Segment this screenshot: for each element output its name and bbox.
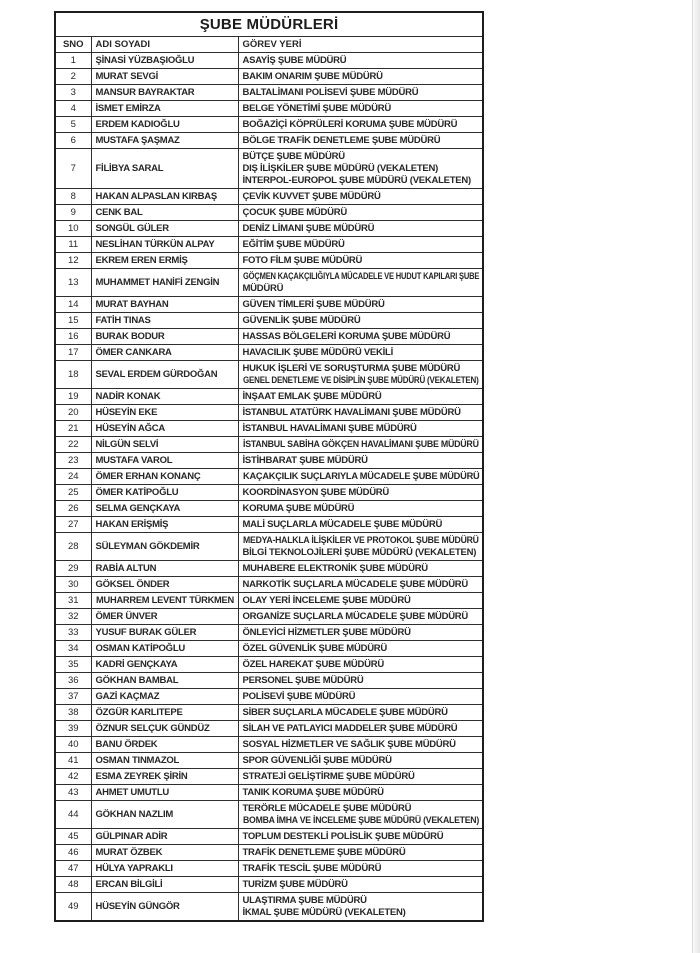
table-row [55,189,483,205]
table-row [55,641,483,657]
row-name: CENK BAL [91,205,238,221]
table-row [55,801,483,829]
row-name: MUHARREM LEVENT TÜRKMEN [91,593,238,609]
table-row [55,361,483,389]
table-row [55,861,483,877]
row-sno: 46 [55,845,91,861]
row-sno: 11 [55,237,91,253]
row-duty: GÜVEN TİMLERİ ŞUBE MÜDÜRÜ [238,297,483,313]
row-sno: 22 [55,437,91,453]
row-sno: 28 [55,533,91,561]
row-duty: EĞİTİM ŞUBE MÜDÜRÜ [238,237,483,253]
table-row [55,253,483,269]
row-name: BURAK BODUR [91,329,238,345]
table-row [55,533,483,561]
row-sno: 39 [55,721,91,737]
table-row [55,721,483,737]
row-sno: 20 [55,405,91,421]
row-name: SELMA GENÇKAYA [91,501,238,517]
row-name: GÖKSEL ÖNDER [91,577,238,593]
row-name: ÖMER KATİPOĞLU [91,485,238,501]
table-row [55,625,483,641]
row-duty: BAKIM ONARIM ŞUBE MÜDÜRÜ [238,69,483,85]
row-sno: 34 [55,641,91,657]
row-sno: 14 [55,297,91,313]
row-name: YUSUF BURAK GÜLER [91,625,238,641]
row-duty: ÇOCUK ŞUBE MÜDÜRÜ [238,205,483,221]
row-name: ERCAN BİLGİLİ [91,877,238,893]
row-sno: 25 [55,485,91,501]
table-row [55,561,483,577]
row-sno: 6 [55,133,91,149]
row-sno: 27 [55,517,91,533]
row-duty: TERÖRLE MÜCADELE ŞUBE MÜDÜRÜ BOMBA İMHA VE İNCELEME ŞUBE MÜDÜRÜ (VEKALETEN) [238,801,483,829]
row-sno: 9 [55,205,91,221]
row-duty: OLAY YERİ İNCELEME ŞUBE MÜDÜRÜ [238,593,483,609]
row-duty: PERSONEL ŞUBE MÜDÜRÜ [238,673,483,689]
sube-mudurleri-table [54,11,484,922]
row-duty: TURİZM ŞUBE MÜDÜRÜ [238,877,483,893]
column-header-adi-soyadi: ADI SOYADI [91,37,238,53]
row-duty: HASSAS BÖLGELERİ KORUMA ŞUBE MÜDÜRÜ [238,329,483,345]
table-row [55,437,483,453]
row-duty: SİLAH VE PATLAYICI MADDELER ŞUBE MÜDÜRÜ [238,721,483,737]
table-row [55,829,483,845]
row-duty: İSTİHBARAT ŞUBE MÜDÜRÜ [238,453,483,469]
row-duty: BOĞAZİÇİ KÖPRÜLERİ KORUMA ŞUBE MÜDÜRÜ [238,117,483,133]
row-sno: 26 [55,501,91,517]
row-duty: ÖZEL HAREKAT ŞUBE MÜDÜRÜ [238,657,483,673]
table-row [55,53,483,69]
table-row [55,421,483,437]
row-sno: 3 [55,85,91,101]
row-name: HAKAN ALPASLAN KIRBAŞ [91,189,238,205]
row-sno: 29 [55,561,91,577]
row-sno: 47 [55,861,91,877]
row-duty: ÖNLEYİCİ HİZMETLER ŞUBE MÜDÜRÜ [238,625,483,641]
row-duty: MALİ SUÇLARLA MÜCADELE ŞUBE MÜDÜRÜ [238,517,483,533]
row-name: BANU ÖRDEK [91,737,238,753]
row-name: FİLİBYA SARAL [91,149,238,189]
table-row [55,149,483,189]
row-sno: 38 [55,705,91,721]
row-sno: 30 [55,577,91,593]
table-title-row [55,12,483,37]
row-name: AHMET UMUTLU [91,785,238,801]
row-sno: 21 [55,421,91,437]
row-name: ŞİNASİ YÜZBAŞIOĞLU [91,53,238,69]
row-name: SÜLEYMAN GÖKDEMİR [91,533,238,561]
table-row [55,345,483,361]
table-row [55,577,483,593]
table-row [55,69,483,85]
row-sno: 2 [55,69,91,85]
row-name: HÜSEYİN AĞCA [91,421,238,437]
row-name: ÖMER ÜNVER [91,609,238,625]
row-duty: SİBER SUÇLARLA MÜCADELE ŞUBE MÜDÜRÜ [238,705,483,721]
row-name: NİLGÜN SELVİ [91,437,238,453]
row-duty: İSTANBUL HAVALİMANI ŞUBE MÜDÜRÜ [238,421,483,437]
row-duty: KOORDİNASYON ŞUBE MÜDÜRÜ [238,485,483,501]
column-header-gorev-yeri: GÖREV YERİ [238,37,483,53]
row-sno: 19 [55,389,91,405]
row-duty: ÇEVİK KUVVET ŞUBE MÜDÜRÜ [238,189,483,205]
row-sno: 8 [55,189,91,205]
row-duty: DENİZ LİMANI ŞUBE MÜDÜRÜ [238,221,483,237]
table-row [55,469,483,485]
row-duty: BÜTÇE ŞUBE MÜDÜRÜ DIŞ İLİŞKİLER ŞUBE MÜDÜRÜ (VEKALETEN) İNTERPOL-EUROPOL ŞUBE MÜDÜRÜ (VEKALETEN) [238,149,483,189]
row-sno: 40 [55,737,91,753]
row-name: EKREM EREN ERMİŞ [91,253,238,269]
table-row [55,389,483,405]
table-row [55,205,483,221]
row-sno: 32 [55,609,91,625]
row-sno: 16 [55,329,91,345]
row-sno: 49 [55,893,91,922]
row-sno: 43 [55,785,91,801]
row-duty: ASAYİŞ ŞUBE MÜDÜRÜ [238,53,483,69]
table-row [55,893,483,922]
row-name: SONGÜL GÜLER [91,221,238,237]
row-name: FATİH TINAS [91,313,238,329]
scan-edge-shadow [692,0,700,953]
row-name: KADRİ GENÇKAYA [91,657,238,673]
row-name: HÜLYA YAPRAKLI [91,861,238,877]
row-name: NADİR KONAK [91,389,238,405]
row-duty: HAVACILIK ŞUBE MÜDÜRÜ VEKİLİ [238,345,483,361]
row-name: MURAT ÖZBEK [91,845,238,861]
table-row [55,329,483,345]
column-header-sno: SNO [55,37,91,53]
table-row [55,485,483,501]
row-sno: 41 [55,753,91,769]
row-name: ESMA ZEYREK ŞİRİN [91,769,238,785]
table-row [55,705,483,721]
row-name: MUSTAFA ŞAŞMAZ [91,133,238,149]
row-sno: 36 [55,673,91,689]
row-duty: BÖLGE TRAFİK DENETLEME ŞUBE MÜDÜRÜ [238,133,483,149]
row-sno: 18 [55,361,91,389]
row-sno: 45 [55,829,91,845]
row-name: HAKAN ERİŞMİŞ [91,517,238,533]
row-duty: BALTALİMANI POLİSEVİ ŞUBE MÜDÜRÜ [238,85,483,101]
row-name: MUSTAFA VAROL [91,453,238,469]
table-row [55,609,483,625]
row-sno: 5 [55,117,91,133]
row-duty: MEDYA-HALKLA İLİŞKİLER VE PROTOKOL ŞUBE MÜDÜRÜ BİLGİ TEKNOLOJİLERİ ŞUBE MÜDÜRÜ (VEKALETEN) [238,533,483,561]
row-sno: 44 [55,801,91,829]
table-title: ŞUBE MÜDÜRLERİ [55,12,483,37]
table-row [55,313,483,329]
row-sno: 13 [55,269,91,297]
row-sno: 1 [55,53,91,69]
row-duty: KAÇAKÇILIK SUÇLARIYLA MÜCADELE ŞUBE MÜDÜRÜ [238,469,483,485]
row-duty: SOSYAL HİZMETLER VE SAĞLIK ŞUBE MÜDÜRÜ [238,737,483,753]
row-duty: BELGE YÖNETİMİ ŞUBE MÜDÜRÜ [238,101,483,117]
table-row [55,673,483,689]
table-header-row [55,37,483,53]
row-duty: SPOR GÜVENLİĞİ ŞUBE MÜDÜRÜ [238,753,483,769]
row-sno: 37 [55,689,91,705]
row-name: ERDEM KADIOĞLU [91,117,238,133]
row-name: OSMAN TINMAZOL [91,753,238,769]
row-duty: TRAFİK TESCİL ŞUBE MÜDÜRÜ [238,861,483,877]
row-duty: İSTANBUL SABİHA GÖKÇEN HAVALİMANI ŞUBE MÜDÜRÜ [238,437,483,453]
row-duty: İNŞAAT EMLAK ŞUBE MÜDÜRÜ [238,389,483,405]
row-duty: NARKOTİK SUÇLARLA MÜCADELE ŞUBE MÜDÜRÜ [238,577,483,593]
row-duty: İSTANBUL ATATÜRK HAVALİMANI ŞUBE MÜDÜRÜ [238,405,483,421]
row-duty: ORGANİZE SUÇLARLA MÜCADELE ŞUBE MÜDÜRÜ [238,609,483,625]
table-row [55,845,483,861]
row-name: NESLİHAN TÜRKÜN ALPAY [91,237,238,253]
row-duty: TRAFİK DENETLEME ŞUBE MÜDÜRÜ [238,845,483,861]
row-sno: 42 [55,769,91,785]
row-duty: ULAŞTIRMA ŞUBE MÜDÜRÜ İKMAL ŞUBE MÜDÜRÜ (VEKALETEN) [238,893,483,922]
row-name: ÖZGÜR KARLITEPE [91,705,238,721]
row-name: GAZİ KAÇMAZ [91,689,238,705]
row-sno: 7 [55,149,91,189]
table-row [55,769,483,785]
table-row [55,237,483,253]
table-row [55,85,483,101]
row-name: ÖMER ERHAN KONANÇ [91,469,238,485]
table-row [55,753,483,769]
row-sno: 23 [55,453,91,469]
table-row [55,297,483,313]
row-sno: 17 [55,345,91,361]
row-name: HÜSEYİN EKE [91,405,238,421]
row-duty: FOTO FİLM ŞUBE MÜDÜRÜ [238,253,483,269]
row-duty: GÜVENLİK ŞUBE MÜDÜRÜ [238,313,483,329]
row-name: SEVAL ERDEM GÜRDOĞAN [91,361,238,389]
row-name: MANSUR BAYRAKTAR [91,85,238,101]
row-name: ÖZNUR SELÇUK GÜNDÜZ [91,721,238,737]
table-row [55,501,483,517]
row-duty: TOPLUM DESTEKLİ POLİSLİK ŞUBE MÜDÜRÜ [238,829,483,845]
table-row [55,117,483,133]
row-sno: 4 [55,101,91,117]
row-name: GÜLPINAR ADİR [91,829,238,845]
row-sno: 31 [55,593,91,609]
row-name: MUHAMMET HANİFİ ZENGİN [91,269,238,297]
row-duty: ÖZEL GÜVENLİK ŞUBE MÜDÜRÜ [238,641,483,657]
row-name: HÜSEYİN GÜNGÖR [91,893,238,922]
table-row [55,657,483,673]
row-name: MURAT BAYHAN [91,297,238,313]
row-sno: 48 [55,877,91,893]
table-row [55,689,483,705]
row-duty: TANIK KORUMA ŞUBE MÜDÜRÜ [238,785,483,801]
table-row [55,453,483,469]
table-row [55,101,483,117]
row-duty: STRATEJİ GELİŞTİRME ŞUBE MÜDÜRÜ [238,769,483,785]
table-row [55,133,483,149]
row-name: ÖMER CANKARA [91,345,238,361]
table-row [55,593,483,609]
row-sno: 33 [55,625,91,641]
row-sno: 10 [55,221,91,237]
row-sno: 15 [55,313,91,329]
row-name: İSMET EMİRZA [91,101,238,117]
table-row [55,517,483,533]
row-duty: KORUMA ŞUBE MÜDÜRÜ [238,501,483,517]
table-row [55,405,483,421]
row-duty: HUKUK İŞLERİ VE SORUŞTURMA ŞUBE MÜDÜRÜ GENEL DENETLEME VE DİSİPLİN ŞUBE MÜDÜRÜ (VEKALETEN) [238,361,483,389]
row-name: OSMAN KATİPOĞLU [91,641,238,657]
row-sno: 35 [55,657,91,673]
row-name: GÖKHAN NAZLIM [91,801,238,829]
row-sno: 24 [55,469,91,485]
row-duty: MUHABERE ELEKTRONİK ŞUBE MÜDÜRÜ [238,561,483,577]
row-duty: POLİSEVİ ŞUBE MÜDÜRÜ [238,689,483,705]
row-name: GÖKHAN BAMBAL [91,673,238,689]
table-body [55,53,483,922]
table-row [55,785,483,801]
table-row [55,221,483,237]
row-sno: 12 [55,253,91,269]
row-name: MURAT SEVGİ [91,69,238,85]
table-row [55,877,483,893]
table-row [55,737,483,753]
row-duty: GÖÇMEN KAÇAKÇILIĞIYLA MÜCADELE VE HUDUT KAPILARI ŞUBE MÜDÜRÜ [238,269,483,297]
row-name: RABİA ALTUN [91,561,238,577]
table-row [55,269,483,297]
